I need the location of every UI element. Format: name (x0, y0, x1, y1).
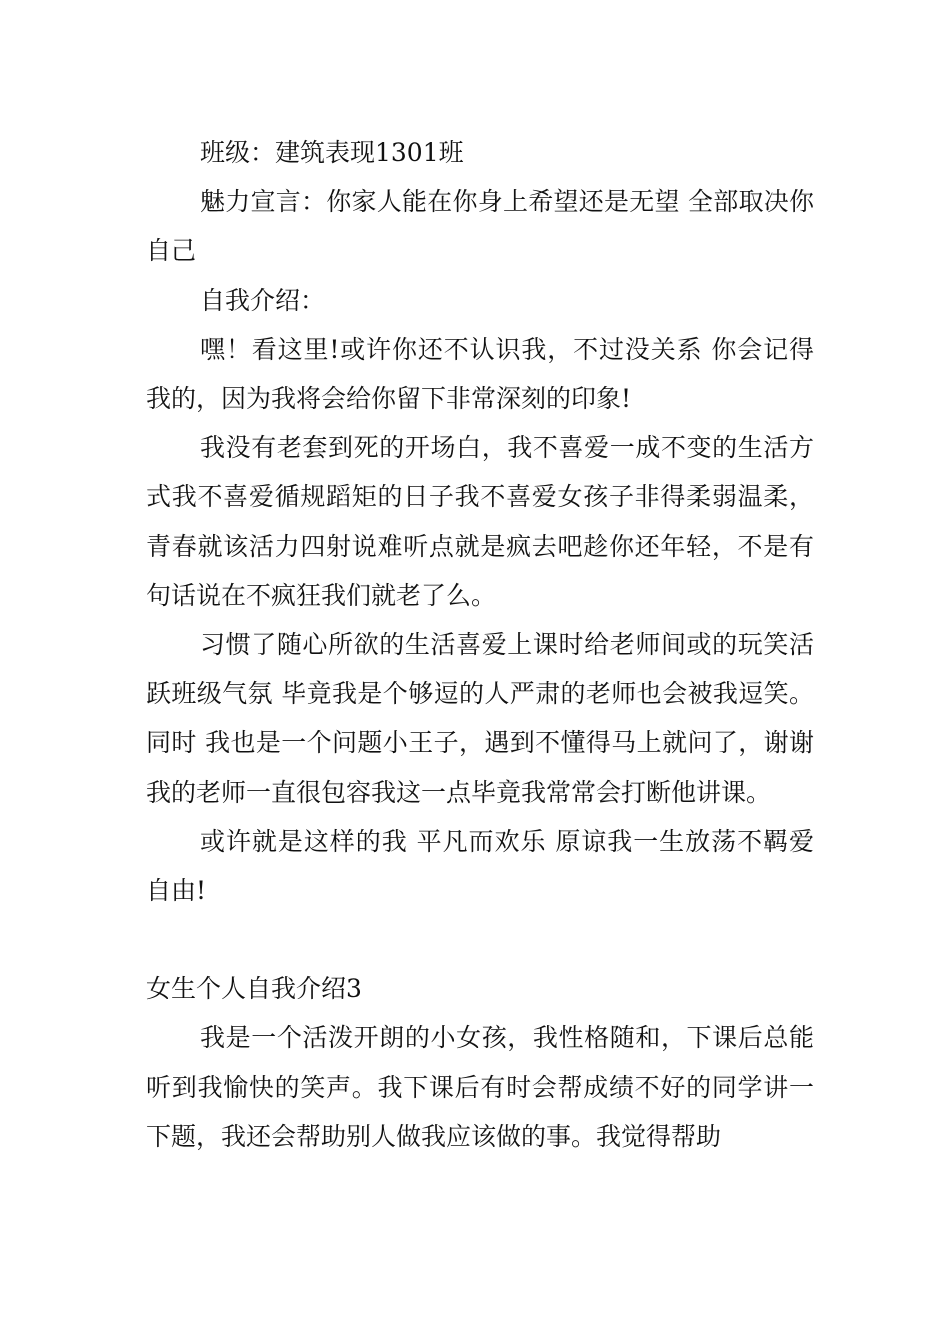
self-intro-label: 自我介绍： (200, 285, 326, 315)
class-line: 班级：建筑表现1301班 (200, 138, 464, 167)
charm-declaration: 魅力宣言：你家人能在你身上希望还是无望 全部取决你自己 (146, 187, 814, 266)
document-body (146, 128, 814, 1161)
intro-paragraph-3: 习惯了随心所欲的生活喜爱上课时给老师间或的玩笑活跃班级气氛 毕竟我是个够逗的人严肃的老师也会被我逗笑。同时 我也是一个问题小王子，遇到不懂得马上就问了，谢谢我的老师一直很包容我这一点毕竟我常常会打断他讲课。 (146, 630, 814, 807)
intro-paragraph-4: 或许就是这样的我 平凡而欢乐 原谅我一生放荡不羁爱自由! (146, 826, 814, 906)
section-paragraph-1: 我是一个活泼开朗的小女孩，我性格随和，下课后总能听到我愉快的笑声。我下课后有时会帮成绩不好的同学讲一下题，我还会帮助别人做我应该做的事。我觉得帮助 (146, 1023, 814, 1151)
intro-paragraph-1: 嘿！看这里!或许你还不认识我，不过没关系 你会记得我的，因为我将会给你留下非常深刻的印象! (146, 334, 814, 414)
intro-paragraph-2: 我没有老套到死的开场白，我不喜爱一成不变的生活方式我不喜爱循规蹈矩的日子我不喜爱女孩子非得柔弱温柔，青春就该活力四射说难听点就是疯去吧趁你还年轻，不是有句话说在不疯狂我们就老了么。 (146, 433, 814, 610)
section-heading: 女生个人自我介绍3 (146, 974, 362, 1004)
